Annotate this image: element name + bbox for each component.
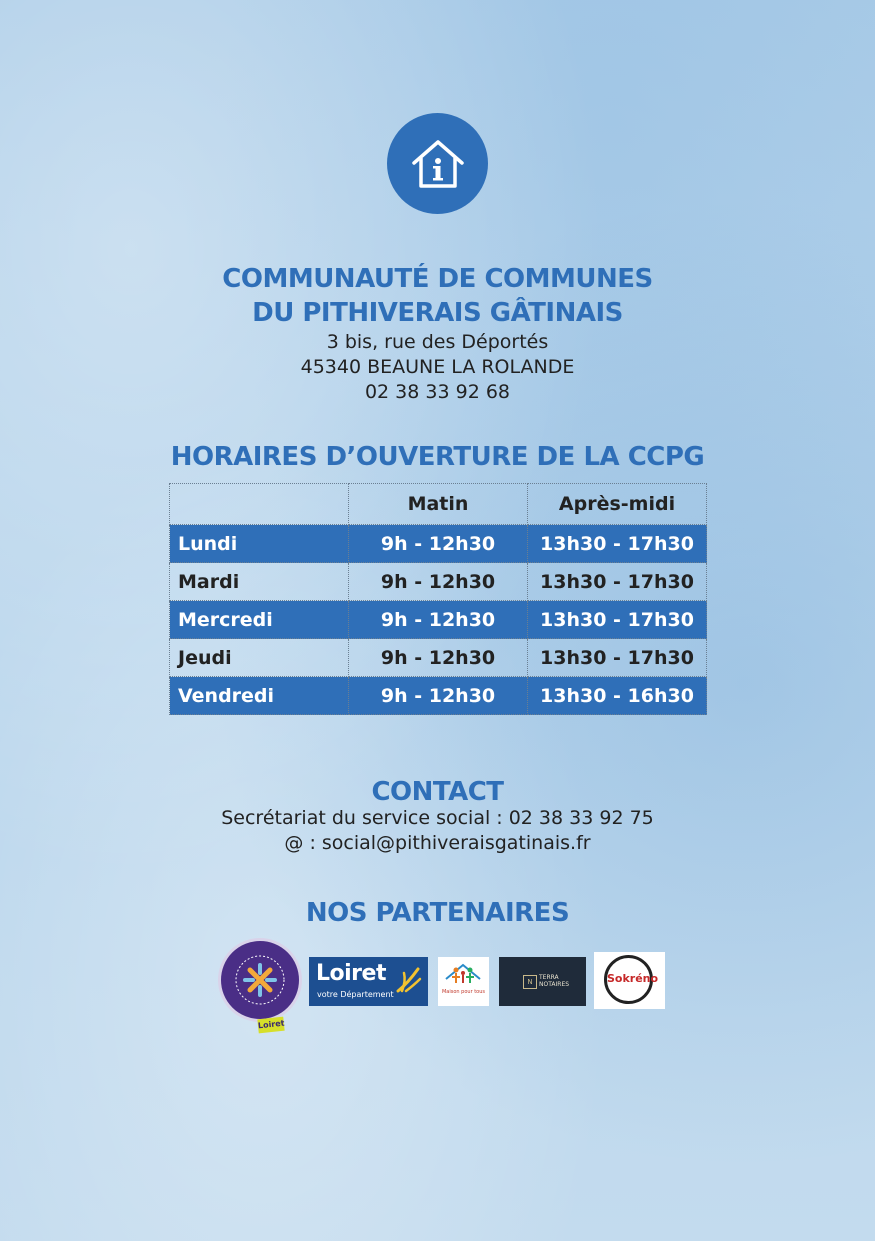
partners-logos	[0, 938, 875, 1038]
partners-title: NOS PARTENAIRES	[305, 898, 570, 928]
hours-header-row	[170, 484, 707, 525]
sokreno-name: Sokréno	[607, 972, 659, 985]
morning-cell: 9h - 12h30	[349, 677, 528, 715]
organization-name-line1: COMMUNAUTÉ DE COMMUNES	[222, 264, 653, 294]
address-city: 45340 BEAUNE LA ROLANDE	[300, 356, 575, 378]
afternoon-cell: 13h30 - 17h30	[528, 639, 707, 677]
organization-name-line2: DU PITHIVERAIS GÂTINAIS	[252, 298, 623, 328]
terra-text	[539, 974, 569, 988]
wheat-icon	[394, 965, 422, 995]
table-row	[170, 677, 707, 715]
terra-mark: N	[523, 975, 537, 989]
terra-notaires-logo	[499, 957, 586, 1006]
address-street: 3 bis, rue des Déportés	[326, 331, 549, 353]
table-row	[170, 639, 707, 677]
terra-name: TERRA	[539, 974, 559, 981]
afternoon-cell: 13h30 - 16h30	[528, 677, 707, 715]
day-cell: Lundi	[170, 525, 349, 563]
afternoon-cell: 13h30 - 17h30	[528, 601, 707, 639]
terra-subtitle: NOTAIRES	[539, 981, 570, 988]
loiret-subtitle: votre Département	[317, 990, 394, 999]
hours-table	[169, 483, 707, 715]
table-row	[170, 563, 707, 601]
table-row	[170, 601, 707, 639]
loiret-tag: Loiret	[257, 1017, 284, 1034]
afternoon-cell: 13h30 - 17h30	[528, 563, 707, 601]
contact-title: CONTACT	[371, 777, 504, 807]
organization-title	[0, 262, 875, 330]
maison-subtitle: Maison pour tous	[441, 989, 486, 995]
organization-phone: 02 38 33 92 68	[364, 381, 511, 403]
afternoon-cell: 13h30 - 17h30	[528, 525, 707, 563]
contact-email[interactable]: @ : social@pithiveraisgatinais.fr	[284, 832, 591, 854]
day-cell: Mardi	[170, 563, 349, 601]
maison-pour-tous-logo	[438, 957, 489, 1006]
hours-header-morning: Matin	[349, 484, 528, 525]
contact-block	[0, 806, 875, 856]
hours-header-empty	[170, 484, 349, 525]
day-cell: Jeudi	[170, 639, 349, 677]
hours-title: HORAIRES D’OUVERTURE DE LA CCPG	[170, 442, 705, 472]
conference-financeurs-logo	[218, 938, 302, 1022]
info-house-icon	[387, 113, 488, 214]
morning-cell: 9h - 12h30	[349, 525, 528, 563]
loiret-departement-logo	[309, 957, 428, 1006]
address-block	[0, 330, 875, 405]
hours-header-afternoon: Après-midi	[528, 484, 707, 525]
sokreno-logo	[594, 952, 665, 1009]
morning-cell: 9h - 12h30	[349, 563, 528, 601]
people-house-icon	[438, 957, 489, 989]
contact-secretariat: Secrétariat du service social : 02 38 33 92 75	[221, 807, 654, 829]
table-row	[170, 525, 707, 563]
day-cell: Mercredi	[170, 601, 349, 639]
day-cell: Vendredi	[170, 677, 349, 715]
morning-cell: 9h - 12h30	[349, 639, 528, 677]
morning-cell: 9h - 12h30	[349, 601, 528, 639]
loiret-name: Loiret	[316, 961, 386, 986]
